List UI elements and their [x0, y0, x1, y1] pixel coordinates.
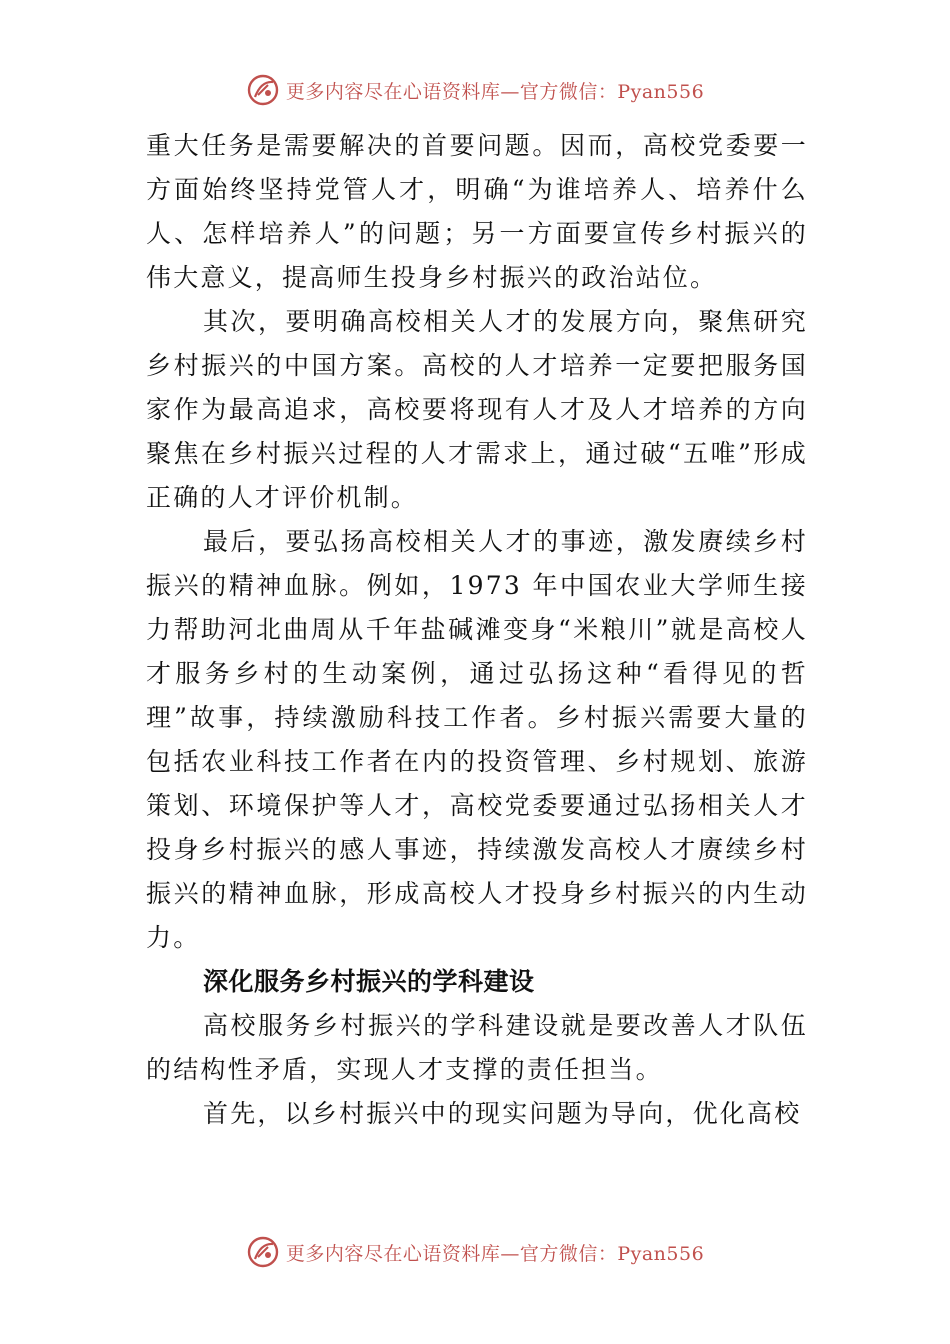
- section-heading: 深化服务乡村振兴的学科建设: [203, 967, 535, 996]
- paragraph-3: 最后，要弘扬高校相关人才的事迹，激发赓续乡村振兴的精神血脉。例如，1973 年中国农业大学师生接力帮助河北曲周从千年盐碱滩变身“米粮川”就是高校人才服务乡村的生动案例，通过弘扬这种“看得见的哲理”故事，持续激励科技工作者。乡村振兴需要大量的包括农业科技工作者在内的投资管理、乡村规划、旅游策划、环境保护等人才，高校党委要通过弘扬相关人才投身乡村振兴的感人事迹，持续激发高校人才赓续乡村振兴的精神血脉，形成高校人才投身乡村振兴的内生动力。: [146, 527, 808, 952]
- paragraph-2: 其次，要明确高校相关人才的发展方向，聚焦研究乡村振兴的中国方案。高校的人才培养一定要把服务国家作为最高追求，高校要将现有人才及人才培养的方向聚焦在乡村振兴过程的人才需求上，通过破“五唯”形成正确的人才评价机制。: [146, 307, 808, 512]
- paragraph-1: 重大任务是需要解决的首要问题。因而，高校党委要一方面始终坚持党管人才，明确“为谁培养人、培养什么人、怎样培养人”的问题；另一方面要宣传乡村振兴的伟大意义，提高师生投身乡村振兴的政治站位。: [146, 131, 808, 292]
- paragraph-5: 首先，以乡村振兴中的现实问题为导向，优化高校: [203, 1099, 802, 1128]
- logo-icon: [246, 1235, 280, 1269]
- header-banner: [0, 70, 950, 110]
- header-banner-text: 更多内容尽在心语资料库—官方微信：Pyan556: [285, 80, 705, 103]
- paragraph-4: 高校服务乡村振兴的学科建设就是要改善人才队伍的结构性矛盾，实现人才支撑的责任担当。: [146, 1011, 808, 1084]
- document-body: [146, 124, 808, 1136]
- footer-banner-text: 更多内容尽在心语资料库—官方微信：Pyan556: [285, 1242, 705, 1265]
- footer-banner: [0, 1232, 950, 1272]
- logo-icon: [246, 73, 280, 107]
